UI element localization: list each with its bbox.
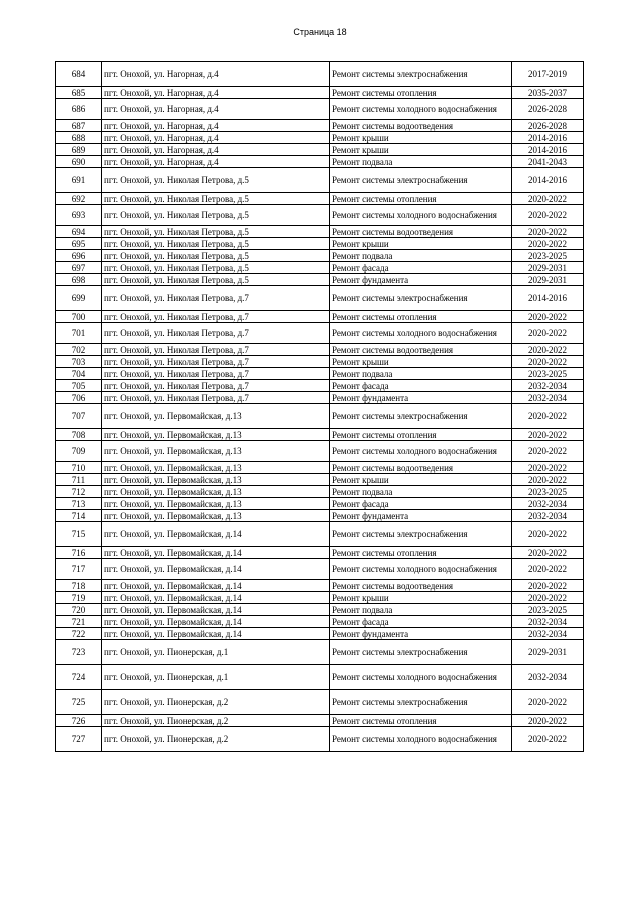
work-type-cell: Ремонт системы отопления (330, 311, 512, 323)
work-type-cell: Ремонт подвала (330, 604, 512, 616)
work-type-cell: Ремонт системы электроснабжения (330, 404, 512, 429)
table-row (56, 665, 584, 690)
period-cell: 2020-2022 (512, 226, 584, 238)
work-type-cell: Ремонт подвала (330, 156, 512, 168)
address-cell: пгт. Онохой, ул. Пионерская, д.2 (102, 727, 330, 752)
work-type-cell: Ремонт системы водоотведения (330, 226, 512, 238)
address-cell: пгт. Онохой, ул. Пионерская, д.2 (102, 715, 330, 727)
table-row (56, 250, 584, 262)
table-row (56, 262, 584, 274)
period-cell: 2041-2043 (512, 156, 584, 168)
table-row (56, 510, 584, 522)
address-cell: пгт. Онохой, ул. Первомайская, д.13 (102, 429, 330, 441)
row-number-cell: 702 (56, 344, 102, 356)
period-cell: 2032-2034 (512, 380, 584, 392)
address-cell: пгт. Онохой, ул. Первомайская, д.13 (102, 441, 330, 462)
address-cell: пгт. Онохой, ул. Нагорная, д.4 (102, 156, 330, 168)
period-cell: 2020-2022 (512, 474, 584, 486)
address-cell: пгт. Онохой, ул. Николая Петрова, д.7 (102, 344, 330, 356)
table-row (56, 404, 584, 429)
period-cell: 2020-2022 (512, 727, 584, 752)
row-number-cell: 722 (56, 628, 102, 640)
table-row (56, 715, 584, 727)
address-cell: пгт. Онохой, ул. Нагорная, д.4 (102, 62, 330, 87)
row-number-cell: 721 (56, 616, 102, 628)
work-type-cell: Ремонт крыши (330, 356, 512, 368)
table-row (56, 727, 584, 752)
work-type-cell: Ремонт подвала (330, 486, 512, 498)
work-type-cell: Ремонт крыши (330, 132, 512, 144)
period-cell: 2020-2022 (512, 344, 584, 356)
address-cell: пгт. Онохой, ул. Нагорная, д.4 (102, 132, 330, 144)
address-cell: пгт. Онохой, ул. Николая Петрова, д.5 (102, 193, 330, 205)
address-cell: пгт. Онохой, ул. Первомайская, д.14 (102, 616, 330, 628)
work-type-cell: Ремонт системы водоотведения (330, 344, 512, 356)
work-type-cell: Ремонт крыши (330, 144, 512, 156)
period-cell: 2020-2022 (512, 193, 584, 205)
row-number-cell: 718 (56, 580, 102, 592)
work-type-cell: Ремонт системы электроснабжения (330, 690, 512, 715)
table-row (56, 87, 584, 99)
table-row (56, 274, 584, 286)
work-type-cell: Ремонт системы холодного водоснабжения (330, 441, 512, 462)
table-row (56, 226, 584, 238)
address-cell: пгт. Онохой, ул. Николая Петрова, д.7 (102, 392, 330, 404)
address-cell: пгт. Онохой, ул. Николая Петрова, д.5 (102, 226, 330, 238)
address-cell: пгт. Онохой, ул. Первомайская, д.14 (102, 547, 330, 559)
period-cell: 2020-2022 (512, 356, 584, 368)
row-number-cell: 692 (56, 193, 102, 205)
work-type-cell: Ремонт системы отопления (330, 715, 512, 727)
row-number-cell: 695 (56, 238, 102, 250)
row-number-cell: 714 (56, 510, 102, 522)
period-cell: 2023-2025 (512, 604, 584, 616)
period-cell: 2035-2037 (512, 87, 584, 99)
address-cell: пгт. Онохой, ул. Николая Петрова, д.5 (102, 262, 330, 274)
row-number-cell: 686 (56, 99, 102, 120)
period-cell: 2020-2022 (512, 559, 584, 580)
work-type-cell: Ремонт фасада (330, 262, 512, 274)
work-type-cell: Ремонт системы электроснабжения (330, 62, 512, 87)
table-row (56, 628, 584, 640)
row-number-cell: 719 (56, 592, 102, 604)
period-cell: 2014-2016 (512, 168, 584, 193)
table-row (56, 356, 584, 368)
period-cell: 2032-2034 (512, 665, 584, 690)
table-row (56, 690, 584, 715)
row-number-cell: 708 (56, 429, 102, 441)
period-cell: 2014-2016 (512, 132, 584, 144)
row-number-cell: 690 (56, 156, 102, 168)
table-row (56, 462, 584, 474)
table-row (56, 429, 584, 441)
row-number-cell: 726 (56, 715, 102, 727)
row-number-cell: 705 (56, 380, 102, 392)
period-cell: 2020-2022 (512, 323, 584, 344)
period-cell: 2029-2031 (512, 262, 584, 274)
table-row (56, 323, 584, 344)
work-type-cell: Ремонт системы водоотведения (330, 120, 512, 132)
row-number-cell: 701 (56, 323, 102, 344)
work-type-cell: Ремонт системы холодного водоснабжения (330, 99, 512, 120)
period-cell: 2014-2016 (512, 144, 584, 156)
period-cell: 2020-2022 (512, 238, 584, 250)
work-type-cell: Ремонт системы водоотведения (330, 462, 512, 474)
table-row (56, 640, 584, 665)
work-type-cell: Ремонт фасада (330, 498, 512, 510)
row-number-cell: 691 (56, 168, 102, 193)
table-row (56, 168, 584, 193)
table-row (56, 120, 584, 132)
period-cell: 2026-2028 (512, 99, 584, 120)
table-row (56, 344, 584, 356)
row-number-cell: 723 (56, 640, 102, 665)
period-cell: 2020-2022 (512, 462, 584, 474)
work-type-cell: Ремонт системы холодного водоснабжения (330, 727, 512, 752)
address-cell: пгт. Онохой, ул. Первомайская, д.14 (102, 628, 330, 640)
work-type-cell: Ремонт системы отопления (330, 547, 512, 559)
table-row (56, 144, 584, 156)
work-type-cell: Ремонт фундамента (330, 510, 512, 522)
row-number-cell: 727 (56, 727, 102, 752)
period-cell: 2020-2022 (512, 205, 584, 226)
row-number-cell: 706 (56, 392, 102, 404)
row-number-cell: 707 (56, 404, 102, 429)
table-row (56, 193, 584, 205)
address-cell: пгт. Онохой, ул. Николая Петрова, д.7 (102, 323, 330, 344)
period-cell: 2020-2022 (512, 580, 584, 592)
work-type-cell: Ремонт системы электроснабжения (330, 168, 512, 193)
address-cell: пгт. Онохой, ул. Нагорная, д.4 (102, 120, 330, 132)
address-cell: пгт. Онохой, ул. Николая Петрова, д.5 (102, 274, 330, 286)
table-row (56, 559, 584, 580)
address-cell: пгт. Онохой, ул. Николая Петрова, д.5 (102, 250, 330, 262)
work-type-cell: Ремонт фундамента (330, 628, 512, 640)
address-cell: пгт. Онохой, ул. Первомайская, д.14 (102, 580, 330, 592)
work-type-cell: Ремонт подвала (330, 368, 512, 380)
table-row (56, 547, 584, 559)
table-row (56, 380, 584, 392)
address-cell: пгт. Онохой, ул. Николая Петрова, д.7 (102, 311, 330, 323)
period-cell: 2029-2031 (512, 640, 584, 665)
row-number-cell: 694 (56, 226, 102, 238)
period-cell: 2020-2022 (512, 429, 584, 441)
row-number-cell: 685 (56, 87, 102, 99)
table-row (56, 132, 584, 144)
table-body (56, 62, 584, 752)
row-number-cell: 688 (56, 132, 102, 144)
table-row (56, 474, 584, 486)
row-number-cell: 724 (56, 665, 102, 690)
work-type-cell: Ремонт фундамента (330, 392, 512, 404)
period-cell: 2020-2022 (512, 592, 584, 604)
row-number-cell: 696 (56, 250, 102, 262)
period-cell: 2032-2034 (512, 628, 584, 640)
work-type-cell: Ремонт системы электроснабжения (330, 286, 512, 311)
row-number-cell: 710 (56, 462, 102, 474)
period-cell: 2023-2025 (512, 250, 584, 262)
period-cell: 2014-2016 (512, 286, 584, 311)
period-cell: 2032-2034 (512, 616, 584, 628)
work-type-cell: Ремонт фасада (330, 616, 512, 628)
row-number-cell: 717 (56, 559, 102, 580)
period-cell: 2032-2034 (512, 392, 584, 404)
table-row (56, 156, 584, 168)
work-type-cell: Ремонт системы холодного водоснабжения (330, 665, 512, 690)
period-cell: 2020-2022 (512, 715, 584, 727)
work-type-cell: Ремонт крыши (330, 474, 512, 486)
address-cell: пгт. Онохой, ул. Нагорная, д.4 (102, 87, 330, 99)
table-row (56, 238, 584, 250)
table-row (56, 205, 584, 226)
work-type-cell: Ремонт системы отопления (330, 87, 512, 99)
period-cell: 2029-2031 (512, 274, 584, 286)
table-row (56, 99, 584, 120)
address-cell: пгт. Онохой, ул. Пионерская, д.1 (102, 640, 330, 665)
work-type-cell: Ремонт системы отопления (330, 429, 512, 441)
period-cell: 2032-2034 (512, 498, 584, 510)
row-number-cell: 697 (56, 262, 102, 274)
table-row (56, 498, 584, 510)
work-type-cell: Ремонт системы холодного водоснабжения (330, 323, 512, 344)
row-number-cell: 700 (56, 311, 102, 323)
address-cell: пгт. Онохой, ул. Николая Петрова, д.5 (102, 168, 330, 193)
table-row (56, 580, 584, 592)
work-type-cell: Ремонт фундамента (330, 274, 512, 286)
row-number-cell: 712 (56, 486, 102, 498)
row-number-cell: 725 (56, 690, 102, 715)
period-cell: 2020-2022 (512, 404, 584, 429)
address-cell: пгт. Онохой, ул. Николая Петрова, д.7 (102, 286, 330, 311)
row-number-cell: 703 (56, 356, 102, 368)
address-cell: пгт. Онохой, ул. Первомайская, д.13 (102, 510, 330, 522)
address-cell: пгт. Онохой, ул. Первомайская, д.13 (102, 486, 330, 498)
address-cell: пгт. Онохой, ул. Николая Петрова, д.7 (102, 356, 330, 368)
period-cell: 2020-2022 (512, 441, 584, 462)
work-type-cell: Ремонт системы отопления (330, 193, 512, 205)
table-row (56, 486, 584, 498)
row-number-cell: 699 (56, 286, 102, 311)
repair-schedule-table (55, 61, 584, 752)
address-cell: пгт. Онохой, ул. Первомайская, д.14 (102, 522, 330, 547)
period-cell: 2023-2025 (512, 486, 584, 498)
work-type-cell: Ремонт крыши (330, 592, 512, 604)
work-type-cell: Ремонт системы электроснабжения (330, 640, 512, 665)
address-cell: пгт. Онохой, ул. Нагорная, д.4 (102, 144, 330, 156)
page-number-header: Страница 18 (293, 27, 347, 37)
period-cell: 2020-2022 (512, 311, 584, 323)
period-cell: 2017-2019 (512, 62, 584, 87)
row-number-cell: 713 (56, 498, 102, 510)
work-type-cell: Ремонт системы холодного водоснабжения (330, 559, 512, 580)
table-row (56, 286, 584, 311)
period-cell: 2020-2022 (512, 690, 584, 715)
period-cell: 2032-2034 (512, 510, 584, 522)
address-cell: пгт. Онохой, ул. Николая Петрова, д.5 (102, 238, 330, 250)
address-cell: пгт. Онохой, ул. Первомайская, д.14 (102, 604, 330, 616)
work-type-cell: Ремонт системы холодного водоснабжения (330, 205, 512, 226)
table-row (56, 441, 584, 462)
work-type-cell: Ремонт фасада (330, 380, 512, 392)
address-cell: пгт. Онохой, ул. Николая Петрова, д.5 (102, 205, 330, 226)
address-cell: пгт. Онохой, ул. Первомайская, д.14 (102, 559, 330, 580)
row-number-cell: 689 (56, 144, 102, 156)
row-number-cell: 709 (56, 441, 102, 462)
work-type-cell: Ремонт системы электроснабжения (330, 522, 512, 547)
address-cell: пгт. Онохой, ул. Пионерская, д.2 (102, 690, 330, 715)
table-row (56, 368, 584, 380)
work-type-cell: Ремонт системы водоотведения (330, 580, 512, 592)
period-cell: 2020-2022 (512, 522, 584, 547)
address-cell: пгт. Онохой, ул. Пионерская, д.1 (102, 665, 330, 690)
work-type-cell: Ремонт подвала (330, 250, 512, 262)
address-cell: пгт. Онохой, ул. Первомайская, д.13 (102, 474, 330, 486)
address-cell: пгт. Онохой, ул. Первомайская, д.13 (102, 462, 330, 474)
period-cell: 2020-2022 (512, 547, 584, 559)
work-type-cell: Ремонт крыши (330, 238, 512, 250)
row-number-cell: 704 (56, 368, 102, 380)
row-number-cell: 693 (56, 205, 102, 226)
address-cell: пгт. Онохой, ул. Первомайская, д.13 (102, 404, 330, 429)
table-row (56, 311, 584, 323)
address-cell: пгт. Онохой, ул. Первомайская, д.14 (102, 592, 330, 604)
row-number-cell: 720 (56, 604, 102, 616)
period-cell: 2026-2028 (512, 120, 584, 132)
row-number-cell: 684 (56, 62, 102, 87)
period-cell: 2023-2025 (512, 368, 584, 380)
address-cell: пгт. Онохой, ул. Николая Петрова, д.7 (102, 368, 330, 380)
table-row (56, 392, 584, 404)
row-number-cell: 698 (56, 274, 102, 286)
table-row (56, 616, 584, 628)
row-number-cell: 687 (56, 120, 102, 132)
address-cell: пгт. Онохой, ул. Первомайская, д.13 (102, 498, 330, 510)
table-row (56, 522, 584, 547)
address-cell: пгт. Онохой, ул. Нагорная, д.4 (102, 99, 330, 120)
row-number-cell: 711 (56, 474, 102, 486)
table-row (56, 604, 584, 616)
table-row (56, 62, 584, 87)
table-row (56, 592, 584, 604)
row-number-cell: 715 (56, 522, 102, 547)
row-number-cell: 716 (56, 547, 102, 559)
address-cell: пгт. Онохой, ул. Николая Петрова, д.7 (102, 380, 330, 392)
